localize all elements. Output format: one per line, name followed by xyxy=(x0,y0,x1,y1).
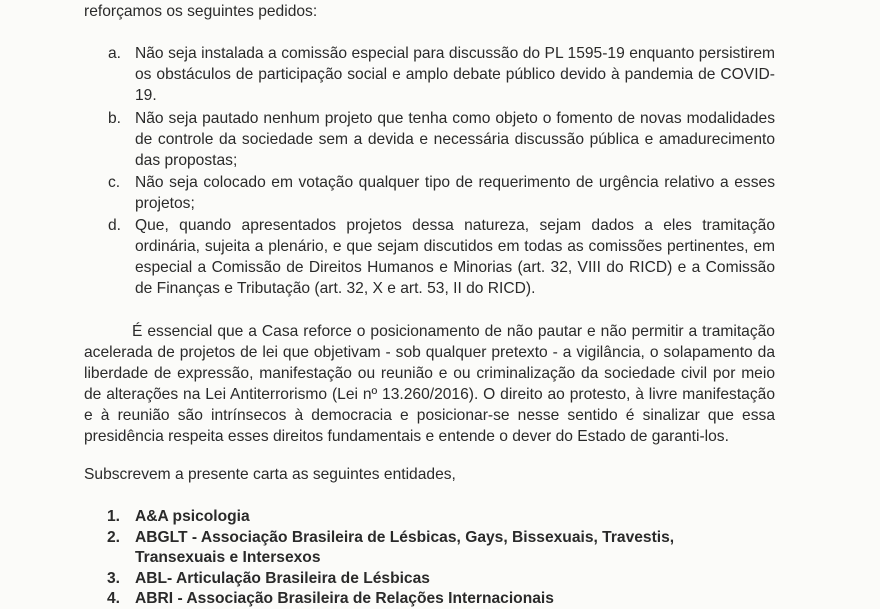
entity-number: 2. xyxy=(107,529,121,546)
list-item-line: de Finanças e Tributação (art. 32, X e art. 53, II do RICD). xyxy=(135,280,536,297)
list-marker: a. xyxy=(108,45,122,62)
list-item-line: 19. xyxy=(135,87,157,104)
list-item-line: Não seja instalada a comissão especial para discussão do PL 1595-19 enquanto persistirem xyxy=(135,45,775,62)
paragraph-line: presidência respeita esses direitos fundamentais e entende o dever do Estado de garanti-los. xyxy=(84,428,729,445)
list-item-line: Não seja pautado nenhum projeto que tenha como objeto o fomento de novas modalidades xyxy=(135,110,775,127)
list-marker: b. xyxy=(108,110,122,127)
paragraph-line: acelerada de projetos de lei que objetivam - sob qualquer pretexto - a vigilância, o solapamento da xyxy=(84,344,775,361)
entity-number: 4. xyxy=(107,590,121,607)
paragraph-line: e à reunião são intrínsecos à democracia e posicionar-se nesse sentido é sinalizar que essa xyxy=(84,407,775,424)
subscribe-text: Subscrevem a presente carta as seguintes entidades, xyxy=(84,466,456,483)
entity-name: Transexuais e Intersexos xyxy=(135,549,321,566)
paragraph-line: de alterações na Lei Antiterrorismo (Lei nº 13.260/2016). O direito ao protesto, à livre manifestação xyxy=(84,386,775,403)
list-item-line: projetos; xyxy=(135,195,195,212)
list-marker: c. xyxy=(108,174,121,191)
entity-number: 1. xyxy=(107,508,121,525)
entity-name: ABGLT - Associação Brasileira de Lésbicas, Gays, Bissexuais, Travestis, xyxy=(135,529,675,546)
entity-number: 3. xyxy=(107,570,121,587)
list-item-line: de controle da sociedade sem a devida e necessária discussão pública e amadurecimento xyxy=(135,131,775,148)
list-item-line: os obstáculos de participação social e amplo debate público devido à pandemia de COVID- xyxy=(135,66,775,83)
list-item-line: Que, quando apresentados projetos dessa natureza, sejam dados a eles tramitação xyxy=(135,217,775,234)
entity-name: A&A psicologia xyxy=(135,508,250,525)
list-item-line: especial a Comissão de Direitos Humanos e Minorias (art. 32, VIII do RICD) e a Comissão xyxy=(135,259,775,276)
paragraph-line: liberdade de expressão, manifestação ou reunião e ou criminalização da sociedade civil por meio xyxy=(84,365,775,382)
entity-name: ABRI - Associação Brasileira de Relações Internacionais xyxy=(135,590,554,607)
entity-name: ABL- Articulação Brasileira de Lésbicas xyxy=(135,570,430,587)
list-marker: d. xyxy=(108,217,122,234)
list-item-line: Não seja colocado em votação qualquer tipo de requerimento de urgência relativo a esses xyxy=(135,174,775,191)
intro-text: reforçamos os seguintes pedidos: xyxy=(84,3,318,20)
list-item-line: ordinária, sujeita a plenário, e que sejam discutidos em todas as comissões pertinentes, em xyxy=(135,238,775,255)
paragraph-line: É essencial que a Casa reforce o posicionamento de não pautar e não permitir a tramitação xyxy=(132,323,775,340)
list-item-line: das propostas; xyxy=(135,152,238,169)
